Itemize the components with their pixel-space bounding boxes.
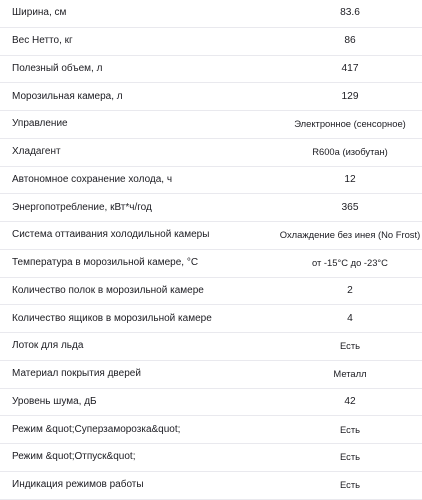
spec-label: Индикация режимов работы (12, 479, 144, 491)
spec-row-mode-indication (0, 472, 422, 500)
spec-value: 86 (344, 35, 356, 47)
spec-row-ice-tray (0, 333, 422, 361)
spec-label: Количество ящиков в морозильной камере (12, 312, 212, 324)
spec-value: Есть (339, 451, 360, 463)
spec-label: Морозильная камера, л (12, 90, 123, 102)
spec-value: R600a (изобутан) (312, 146, 388, 158)
spec-label: Уровень шума, дБ (12, 395, 97, 407)
spec-value: 365 (341, 201, 359, 213)
spec-label: Управление (12, 118, 68, 130)
spec-value: 417 (341, 62, 359, 74)
spec-value: Есть (339, 423, 360, 435)
spec-value: Металл (333, 368, 367, 380)
spec-label: Температура в морозильной камере, °С (12, 257, 199, 269)
spec-row-autonomous-cold (0, 167, 422, 195)
spec-value: Есть (339, 340, 360, 352)
spec-value: от -15°С до -23°С (312, 257, 388, 269)
spec-row-freezer-temperature (0, 250, 422, 278)
spec-row-freezer-volume (0, 83, 422, 111)
spec-row-vacation-mode (0, 444, 422, 472)
spec-label: Режим &quot;Суперзаморозка&quot; (12, 423, 181, 435)
spec-label: Автономное сохранение холода, ч (12, 173, 173, 185)
spec-value: 4 (347, 312, 353, 324)
spec-value: 129 (341, 90, 359, 102)
spec-row-net-weight (0, 28, 422, 56)
spec-value: 2 (347, 284, 353, 296)
spec-row-noise-level (0, 389, 422, 417)
spec-value: 83.6 (340, 7, 360, 19)
spec-row-refrigerant (0, 139, 422, 167)
spec-label: Количество полок в морозильной камере (12, 284, 204, 296)
spec-row-defrost-system (0, 222, 422, 250)
spec-row-energy (0, 194, 422, 222)
spec-label: Хладагент (12, 146, 61, 158)
spec-value: Есть (339, 479, 360, 491)
spec-label: Материал покрытия дверей (12, 368, 141, 380)
spec-value: Охлаждение без инея (No Frost) (279, 229, 421, 241)
spec-row-superfreeze-mode (0, 416, 422, 444)
spec-label: Режим &quot;Отпуск&quot; (12, 451, 136, 463)
spec-row-control (0, 111, 422, 139)
spec-value: 12 (344, 173, 356, 185)
spec-row-width (0, 0, 422, 28)
spec-value: Электронное (сенсорное) (294, 118, 406, 130)
spec-label: Ширина, см (12, 7, 67, 19)
spec-label: Энергопотребление, кВт*ч/год (12, 201, 152, 213)
spec-label: Система оттаивания холодильной камеры (12, 229, 210, 241)
spec-row-freezer-shelves (0, 278, 422, 306)
spec-row-door-material (0, 361, 422, 389)
spec-label: Вес Нетто, кг (12, 35, 73, 47)
spec-value: 42 (344, 395, 356, 407)
spec-row-useful-volume (0, 56, 422, 84)
spec-row-freezer-drawers (0, 305, 422, 333)
spec-label: Лоток для льда (12, 340, 84, 352)
spec-label: Полезный объем, л (12, 62, 103, 74)
